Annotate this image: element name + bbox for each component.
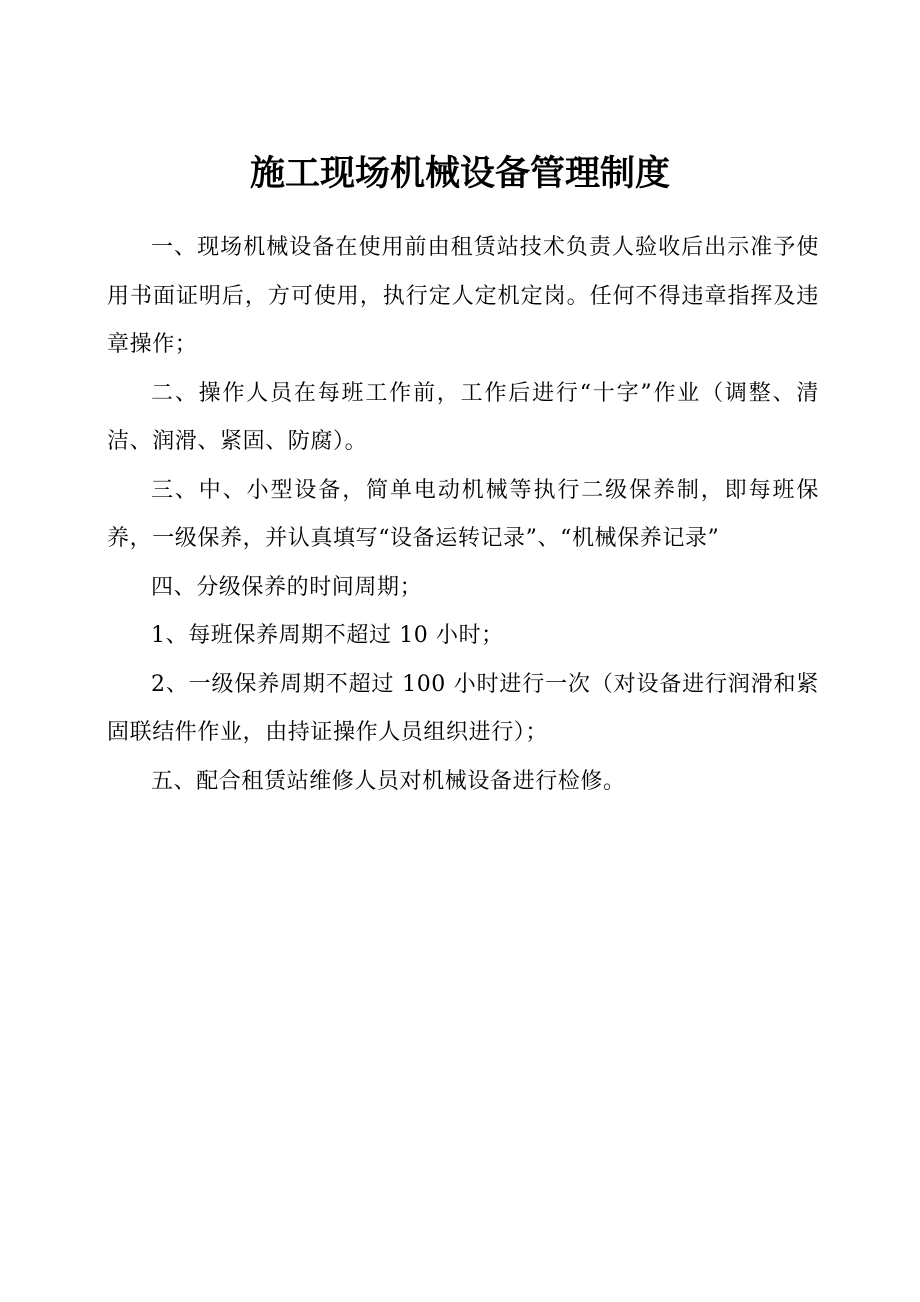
document-body	[107, 224, 819, 806]
paragraph-3: 三、中、小型设备，简单电动机械等执行二级保养制，即每班保养，一级保养，并认真填写“设备运转记录”、“机械保养记录”	[107, 477, 819, 551]
paragraph-4: 四、分级保养的时间周期；	[151, 574, 423, 600]
document-title: 施工现场机械设备管理制度	[249, 153, 670, 194]
paragraph-7: 五、配合租赁站维修人员对机械设备进行检修。	[151, 768, 626, 794]
paragraph-2: 二、操作人员在每班工作前，工作后进行“十字”作业（调整、清洁、润滑、紧固、防腐）。	[107, 380, 819, 454]
paragraph-5: 1、每班保养周期不超过 10 小时；	[151, 623, 504, 648]
paragraph-6: 2、一级保养周期不超过 100 小时进行一次（对设备进行润滑和紧固联结件作业，由持证操作人员组织进行）；	[107, 671, 819, 745]
paragraph-1: 一、现场机械设备在使用前由租赁站技术负责人验收后出示准予使用书面证明后，方可使用，执行定人定机定岗。任何不得违章指挥及违章操作；	[107, 235, 819, 357]
